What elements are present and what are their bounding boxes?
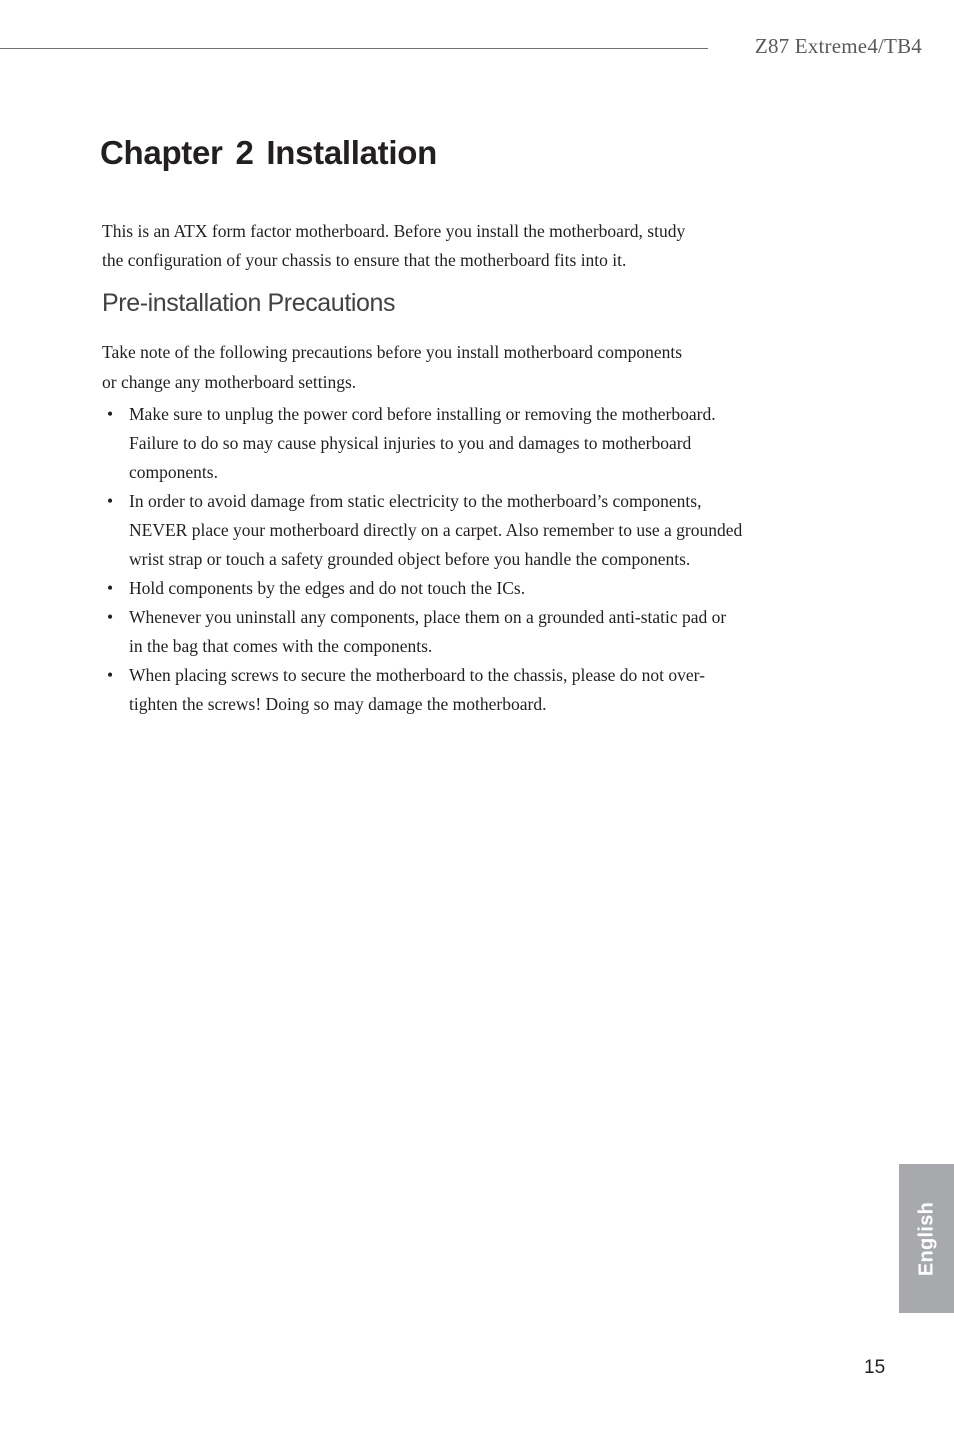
bullet-icon: •	[107, 404, 114, 424]
header-rule	[0, 48, 708, 49]
intro-line: This is an ATX form factor motherboard. Before you install the motherboard, study	[102, 221, 686, 241]
bullet-icon: •	[107, 607, 114, 627]
chapter-title: Chapter 2 Installation	[100, 134, 437, 171]
precaution-line: NEVER place your motherboard directly on a carpet. Also remember to use a grounded	[129, 520, 743, 540]
precaution-item	[102, 661, 832, 719]
precautions-list	[102, 400, 832, 719]
intro-paragraph	[102, 217, 802, 275]
precaution-line: Make sure to unplug the power cord before installing or removing the motherboard.	[129, 404, 716, 424]
precaution-item	[102, 487, 832, 574]
precaution-line: components.	[129, 462, 218, 482]
bullet-icon: •	[107, 578, 114, 598]
precaution-item	[102, 603, 832, 661]
precaution-line: wrist strap or touch a safety grounded object before you handle the components.	[129, 549, 691, 569]
precaution-line: Hold components by the edges and do not touch the ICs.	[129, 578, 526, 598]
precaution-intro-line: Take note of the following precautions before you install motherboard components	[102, 342, 683, 362]
precaution-intro-line: or change any motherboard settings.	[102, 372, 357, 392]
header-model-name: Z87 Extreme4/TB4	[754, 34, 922, 58]
bullet-icon: •	[107, 491, 114, 511]
precaution-line: in the bag that comes with the components.	[129, 636, 433, 656]
language-tab	[899, 1164, 954, 1313]
precaution-line: Failure to do so may cause physical injuries to you and damages to motherboard	[129, 433, 692, 453]
section-heading: Pre-installation Precautions	[102, 289, 396, 317]
intro-line: the configuration of your chassis to ensure that the motherboard fits into it.	[102, 250, 627, 270]
precaution-line: When placing screws to secure the motherboard to the chassis, please do not over-	[129, 665, 705, 685]
precaution-line: tighten the screws! Doing so may damage the motherboard.	[129, 694, 547, 714]
precaution-line: In order to avoid damage from static electricity to the motherboard’s components,	[129, 491, 702, 511]
precaution-line: Whenever you uninstall any components, place them on a grounded anti-static pad or	[129, 607, 727, 627]
language-tab-label: English	[915, 1201, 937, 1276]
precaution-intro-paragraph	[102, 337, 802, 397]
page-number: 15	[864, 1357, 886, 1378]
bullet-icon: •	[107, 665, 114, 685]
precaution-item	[102, 574, 832, 603]
precaution-item	[102, 400, 832, 487]
